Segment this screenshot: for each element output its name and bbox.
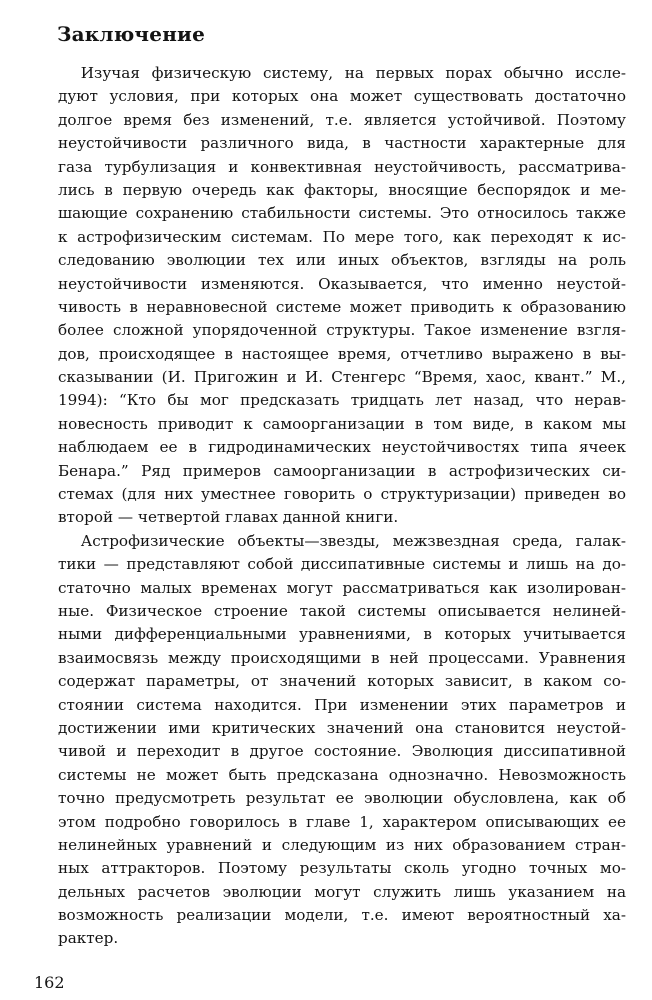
text-line: долгое время без изменений, т.е. является устойчивой. Поэтому: [58, 110, 626, 129]
text-line: достижении ими критических значений она становится неустой-: [58, 718, 626, 737]
text-line: точно предусмотреть результат ее эволюции обусловлена, как об: [58, 789, 626, 808]
text-line: содержат параметры, от значений которых зависит, в каком со-: [58, 672, 626, 691]
text-line: наблюдаем ее в гидродинамических неустойчивостях типа ячеек: [58, 438, 626, 457]
text-line: рактер.: [58, 929, 119, 948]
text-line: дельных расчетов эволюции могут служить лишь указанием на: [58, 882, 626, 901]
page-number: 162: [34, 973, 65, 992]
text-line: дов, происходящее в настоящее время, отчетливо выражено в вы-: [58, 344, 626, 363]
text-line: лись в первую очередь как факторы, вносящие беспорядок и ме-: [58, 180, 626, 199]
body-text: [58, 62, 626, 951]
text-line: нелинейных уравнений и следующим из них образованием стран-: [58, 835, 626, 854]
text-line: чивость в неравновесной системе может приводить к образованию: [58, 297, 626, 316]
text-line: этом подробно говорилось в главе 1, характером описывающих ее: [58, 812, 626, 831]
text-line: Изучая физическую систему, на первых порах обычно иссле-: [80, 64, 626, 82]
text-line: 1994): “Кто бы мог предсказать тридцать лет назад, что нерав-: [58, 391, 626, 410]
text-line: более сложной упорядоченной структуры. Такое изменение взгля-: [58, 321, 626, 340]
paragraph-1: [58, 62, 626, 530]
text-line: стоянии система находится. При изменении этих параметров и: [58, 695, 626, 714]
text-line: неустойчивости изменяются. Оказывается, что именно неустой-: [58, 274, 626, 293]
text-line: тики — представляют собой диссипативные системы и лишь на до-: [58, 555, 626, 574]
text-line: Бенара.” Ряд примеров самоорганизации в астрофизических си-: [58, 461, 626, 480]
text-line: сказывании (И. Пригожин и И. Стенгерс “Время, хаос, квант.” М.,: [58, 368, 626, 387]
page-title: Заключение: [57, 22, 205, 46]
text-line: ными дифференциальными уравнениями, в которых учитывается: [58, 625, 626, 644]
text-line: взаимосвязь между происходящими в ней процессами. Уравнения: [58, 648, 626, 667]
text-line: стемах (для них уместнее говорить о структуризации) приведен во: [58, 485, 626, 504]
text-line: статочно малых временах могут рассматриваться как изолирован-: [58, 578, 626, 597]
text-line: неустойчивости различного вида, в частности характерные для: [58, 134, 626, 153]
text-line: чивой и переходит в другое состояние. Эволюция диссипативной: [58, 742, 626, 761]
text-line: ных аттракторов. Поэтому результаты сколь угодно точных мо-: [58, 859, 626, 878]
text-line: ные. Физическое строение такой системы описывается нелиней-: [58, 601, 626, 620]
text-line: газа турбулизация и конвективная неустойчивость, рассматрива-: [58, 157, 626, 176]
text-line: дуют условия, при которых она может существовать достаточно: [58, 87, 626, 106]
text-line: системы не может быть предсказана однозначно. Невозможность: [58, 765, 626, 784]
text-line: второй — четвертой главах данной книги.: [58, 508, 399, 527]
text-line: новесность приводит к самоорганизации в том виде, в каком мы: [58, 414, 626, 433]
text-line: Астрофизические объекты—звезды, межзвездная среда, галак-: [80, 531, 626, 550]
paragraph-2: [58, 530, 626, 951]
text-line: к астрофизическим системам. По мере того, как переходят к ис-: [58, 227, 626, 246]
text-line: шающие сохранению стабильности системы. Это относилось также: [58, 204, 626, 223]
text-line: следованию эволюции тех или иных объектов, взгляды на роль: [58, 251, 626, 270]
text-line: возможность реализации модели, т.е. имеют вероятностный ха-: [58, 906, 626, 925]
